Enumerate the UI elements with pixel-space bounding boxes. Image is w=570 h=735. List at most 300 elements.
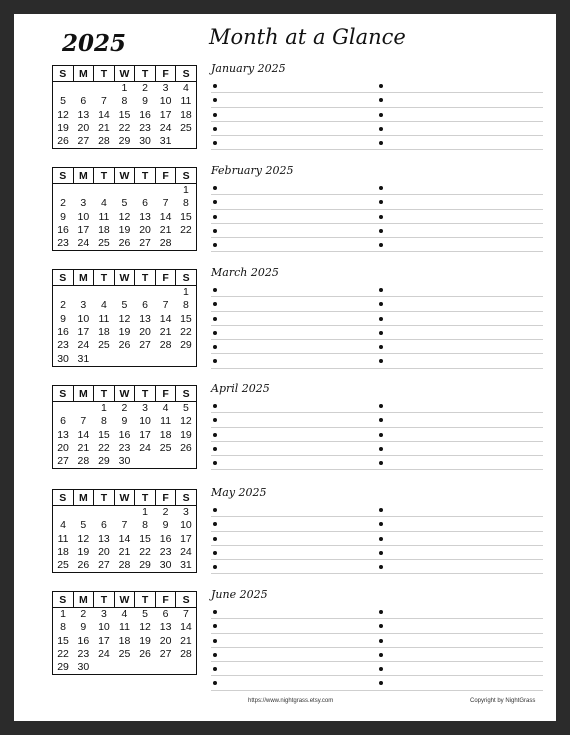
calendar-day: 18 <box>180 108 192 121</box>
calendar-day: 23 <box>57 237 69 250</box>
weekday-header: M <box>73 168 94 184</box>
calendar-day: 11 <box>180 95 192 108</box>
weekday-header: S <box>53 386 74 402</box>
bullet-icon <box>379 667 383 671</box>
calendar-day: 26 <box>118 237 131 250</box>
calendar-day: 5 <box>121 197 128 210</box>
calendar-day: 26 <box>77 559 90 572</box>
bullet-icon <box>213 418 217 422</box>
calendar-day: 6 <box>60 415 66 428</box>
bullet-icon <box>379 84 383 88</box>
calendar-day: 13 <box>139 312 151 325</box>
note-line <box>211 195 543 209</box>
calendar-week <box>53 286 197 300</box>
weekday-header: T <box>94 386 115 402</box>
calendar-week <box>53 82 197 96</box>
calendar-day: 19 <box>139 634 151 647</box>
month-title: June 2025 <box>211 588 268 601</box>
calendar-day: 12 <box>139 621 151 634</box>
calendar-day: 4 <box>100 197 107 210</box>
calendar-day: 8 <box>183 299 189 312</box>
calendar-day <box>53 402 74 416</box>
calendar-day <box>176 135 197 149</box>
weekday-header: S <box>53 168 74 184</box>
weekday-header: M <box>73 490 94 506</box>
calendar-day: 1 <box>121 82 128 95</box>
note-line <box>211 634 543 648</box>
calendar-day: 12 <box>118 210 131 223</box>
calendar-day <box>94 506 115 520</box>
bullet-icon <box>213 186 217 190</box>
calendar-day: 1 <box>183 184 189 197</box>
note-line <box>211 108 543 122</box>
bullet-icon <box>213 98 217 102</box>
weekday-header: S <box>176 270 197 286</box>
calendar-day: 6 <box>162 608 169 621</box>
calendar-week <box>53 184 197 198</box>
bullet-icon <box>379 624 383 628</box>
bullet-icon <box>379 288 383 292</box>
calendar-day: 1 <box>142 506 148 519</box>
notes-lines <box>211 181 543 252</box>
calendar-day: 30 <box>57 352 69 365</box>
calendar-day: 6 <box>142 197 148 210</box>
calendar-day: 9 <box>142 95 148 108</box>
calendar-day: 31 <box>77 352 90 365</box>
calendar-day <box>176 455 197 469</box>
calendar-day: 20 <box>98 546 110 559</box>
note-line <box>211 676 543 690</box>
calendar-day: 15 <box>57 634 69 647</box>
calendar-day: 15 <box>139 532 151 545</box>
bullet-icon <box>213 447 217 451</box>
bullet-icon <box>379 229 383 233</box>
calendar-day: 22 <box>57 648 69 661</box>
weekday-header: T <box>94 168 115 184</box>
calendar-day <box>176 237 197 251</box>
calendar-day: 27 <box>98 559 110 572</box>
bullet-icon <box>379 127 383 131</box>
calendar-day: 3 <box>100 608 107 621</box>
calendar-day: 16 <box>159 532 172 545</box>
weekday-header: T <box>94 490 115 506</box>
bullet-icon <box>213 551 217 555</box>
calendar-day <box>114 661 135 675</box>
bullet-icon <box>213 624 217 628</box>
calendar-day: 22 <box>180 224 192 237</box>
calendar-week <box>53 506 197 520</box>
calendar-day: 21 <box>77 442 90 455</box>
calendar-day: 29 <box>118 135 131 148</box>
calendar-day: 23 <box>139 122 151 135</box>
calendar-day: 16 <box>118 428 131 441</box>
calendar-day: 21 <box>118 546 131 559</box>
calendar-day: 21 <box>180 634 192 647</box>
calendar-day <box>73 184 94 198</box>
bullet-icon <box>379 433 383 437</box>
weekday-header: T <box>135 270 156 286</box>
calendar-day: 28 <box>77 455 90 468</box>
weekday-header: T <box>135 386 156 402</box>
calendar-day: 15 <box>98 428 110 441</box>
bullet-icon <box>379 610 383 614</box>
calendar-day: 10 <box>77 312 90 325</box>
weekday-header: W <box>114 592 135 608</box>
calendar-day: 27 <box>57 455 69 468</box>
calendar-day: 25 <box>159 442 172 455</box>
calendar-day: 28 <box>180 648 192 661</box>
page-title: Month at a Glance <box>209 25 406 49</box>
calendar-day <box>155 286 176 300</box>
note-line <box>211 605 543 619</box>
calendar-week <box>53 313 197 326</box>
calendar-day: 22 <box>139 546 151 559</box>
calendar-day: 4 <box>60 519 66 532</box>
calendar-day: 27 <box>77 135 90 148</box>
calendar-day: 27 <box>159 648 172 661</box>
bullet-icon <box>213 433 217 437</box>
weekday-header: T <box>135 168 156 184</box>
note-line <box>211 93 543 107</box>
calendar-day: 15 <box>180 210 192 223</box>
mini-calendar <box>52 385 197 469</box>
calendar-day: 16 <box>57 326 69 339</box>
bullet-icon <box>379 447 383 451</box>
weekday-header: S <box>176 592 197 608</box>
calendar-day: 19 <box>180 428 192 441</box>
calendar-day: 20 <box>139 326 151 339</box>
calendar-day: 18 <box>118 634 131 647</box>
calendar-day: 9 <box>162 519 169 532</box>
calendar-day: 1 <box>100 402 107 415</box>
calendar-day: 19 <box>118 326 131 339</box>
bullet-icon <box>213 229 217 233</box>
notes-lines <box>211 605 543 691</box>
month-title: May 2025 <box>211 486 267 499</box>
calendar-day: 10 <box>98 621 110 634</box>
bullet-icon <box>379 345 383 349</box>
calendar-day: 22 <box>118 122 131 135</box>
weekday-header: F <box>155 270 176 286</box>
calendar-day: 14 <box>98 108 110 121</box>
calendar-day <box>135 184 156 198</box>
month-title: January 2025 <box>211 62 286 75</box>
calendar-week <box>53 211 197 224</box>
calendar-day: 27 <box>139 237 151 250</box>
calendar-day: 18 <box>98 224 110 237</box>
calendar-day: 14 <box>180 621 192 634</box>
weekday-header: W <box>114 270 135 286</box>
calendar-day: 29 <box>98 455 110 468</box>
calendar-day: 22 <box>180 326 192 339</box>
calendar-day: 20 <box>77 122 90 135</box>
bullet-icon <box>213 653 217 657</box>
calendar-day: 14 <box>77 428 90 441</box>
calendar-day: 13 <box>77 108 90 121</box>
weekday-header: M <box>73 386 94 402</box>
calendar-day <box>135 352 156 366</box>
calendar-day: 2 <box>60 299 66 312</box>
calendar-week <box>53 533 197 546</box>
calendar-week <box>53 415 197 428</box>
note-line <box>211 181 543 195</box>
bullet-icon <box>379 200 383 204</box>
calendar-week <box>53 109 197 122</box>
calendar-day: 20 <box>159 634 172 647</box>
calendar-week <box>53 559 197 573</box>
note-line <box>211 442 543 456</box>
calendar-day <box>73 506 94 520</box>
calendar-day: 30 <box>77 661 90 674</box>
calendar-day <box>73 402 94 416</box>
bullet-icon <box>379 113 383 117</box>
calendar-day: 3 <box>162 82 169 95</box>
calendar-week <box>53 621 197 634</box>
note-line <box>211 210 543 224</box>
calendar-day: 24 <box>77 237 90 250</box>
calendar-day: 4 <box>183 82 189 95</box>
mini-calendar <box>52 591 197 675</box>
calendar-day: 9 <box>80 621 87 634</box>
calendar-day: 25 <box>118 648 131 661</box>
weekday-header: F <box>155 386 176 402</box>
calendar-day: 13 <box>57 428 69 441</box>
calendar-day: 2 <box>142 82 148 95</box>
bullet-icon <box>379 681 383 685</box>
calendar-day: 22 <box>98 442 110 455</box>
calendar-day: 8 <box>183 197 189 210</box>
calendar-week <box>53 299 197 312</box>
note-line <box>211 546 543 560</box>
calendar-day: 27 <box>139 339 151 352</box>
note-line <box>211 312 543 326</box>
calendar-day: 21 <box>159 224 172 237</box>
bullet-icon <box>379 98 383 102</box>
calendar-day: 5 <box>142 608 148 621</box>
weekday-header: W <box>114 66 135 82</box>
calendar-day: 8 <box>121 95 128 108</box>
calendar-day: 2 <box>121 402 128 415</box>
calendar-day: 7 <box>162 197 169 210</box>
calendar-day <box>135 286 156 300</box>
bullet-icon <box>213 522 217 526</box>
weekday-header: S <box>176 490 197 506</box>
bullet-icon <box>379 522 383 526</box>
calendar-day: 4 <box>162 402 169 415</box>
weekday-header: M <box>73 592 94 608</box>
calendar-day: 23 <box>77 648 90 661</box>
notes-lines <box>211 503 543 574</box>
calendar-day: 30 <box>139 135 151 148</box>
weekday-header: W <box>114 168 135 184</box>
calendar-day: 21 <box>159 326 172 339</box>
bullet-icon <box>379 243 383 247</box>
note-line <box>211 428 543 442</box>
weekday-header: T <box>135 66 156 82</box>
bullet-icon <box>379 537 383 541</box>
note-line <box>211 560 543 574</box>
weekday-header: S <box>53 66 74 82</box>
note-line <box>211 619 543 633</box>
calendar-day: 28 <box>159 339 172 352</box>
bullet-icon <box>213 639 217 643</box>
calendar-day: 17 <box>77 224 90 237</box>
note-line <box>211 136 543 150</box>
calendar-day <box>94 352 115 366</box>
calendar-day: 20 <box>57 442 69 455</box>
calendar-week <box>53 237 197 251</box>
calendar-day <box>155 455 176 469</box>
calendar-day: 9 <box>60 312 66 325</box>
bullet-icon <box>213 667 217 671</box>
calendar-day: 9 <box>121 415 128 428</box>
calendar-day: 18 <box>98 326 110 339</box>
calendar-week <box>53 661 197 675</box>
weekday-header: M <box>73 270 94 286</box>
note-line <box>211 648 543 662</box>
calendar-day: 8 <box>142 519 148 532</box>
bullet-icon <box>379 653 383 657</box>
calendar-day <box>135 661 156 675</box>
calendar-day: 24 <box>180 546 192 559</box>
calendar-day: 29 <box>139 559 151 572</box>
calendar-day: 13 <box>139 210 151 223</box>
calendar-day: 3 <box>80 197 87 210</box>
calendar-day: 6 <box>80 95 87 108</box>
calendar-day <box>73 82 94 96</box>
weekday-header: S <box>176 168 197 184</box>
bullet-icon <box>213 127 217 131</box>
calendar-day: 23 <box>118 442 131 455</box>
bullet-icon <box>379 331 383 335</box>
calendar-day: 19 <box>118 224 131 237</box>
bullet-icon <box>379 215 383 219</box>
bullet-icon <box>379 418 383 422</box>
calendar-day: 26 <box>57 135 69 148</box>
calendar-day: 16 <box>57 224 69 237</box>
bullet-icon <box>213 302 217 306</box>
calendar-day: 10 <box>180 519 192 532</box>
bullet-icon <box>213 141 217 145</box>
weekday-header: S <box>176 66 197 82</box>
calendar-day: 28 <box>98 135 110 148</box>
bullet-icon <box>379 186 383 190</box>
month-title: April 2025 <box>211 382 270 395</box>
calendar-day: 18 <box>57 546 69 559</box>
notes-lines <box>211 283 543 369</box>
weekday-header: S <box>53 490 74 506</box>
bullet-icon <box>213 610 217 614</box>
calendar-day: 17 <box>159 108 172 121</box>
bullet-icon <box>379 302 383 306</box>
weekday-header: F <box>155 66 176 82</box>
calendar-day: 7 <box>80 415 87 428</box>
calendar-day: 17 <box>139 428 151 441</box>
calendar-day <box>114 286 135 300</box>
bullet-icon <box>213 288 217 292</box>
calendar-day: 7 <box>121 519 128 532</box>
note-line <box>211 326 543 340</box>
footer-url: https://www.nightgrass.etsy.com <box>248 698 334 704</box>
calendar-week <box>53 197 197 210</box>
calendar-day <box>176 661 197 675</box>
calendar-day: 5 <box>80 519 87 532</box>
calendar-day: 13 <box>159 621 172 634</box>
notes-lines <box>211 79 543 150</box>
bullet-icon <box>213 243 217 247</box>
calendar-week <box>53 122 197 135</box>
calendar-day: 17 <box>180 532 192 545</box>
calendar-day: 28 <box>159 237 172 250</box>
calendar-day: 6 <box>142 299 148 312</box>
calendar-day: 17 <box>77 326 90 339</box>
bullet-icon <box>213 345 217 349</box>
note-line <box>211 517 543 531</box>
calendar-day: 4 <box>100 299 107 312</box>
weekday-header: F <box>155 168 176 184</box>
calendar-week <box>53 635 197 648</box>
calendar-week <box>53 442 197 455</box>
calendar-day: 26 <box>118 339 131 352</box>
calendar-day: 2 <box>162 506 169 519</box>
calendar-day: 25 <box>98 237 110 250</box>
calendar-day <box>135 455 156 469</box>
mini-calendar <box>52 65 197 149</box>
calendar-week <box>53 429 197 442</box>
calendar-day: 26 <box>139 648 151 661</box>
calendar-day: 31 <box>159 135 172 148</box>
calendar-day: 30 <box>118 455 131 468</box>
bullet-icon <box>379 639 383 643</box>
calendar-day: 14 <box>118 532 131 545</box>
calendar-day: 1 <box>60 608 66 621</box>
calendar-day: 30 <box>159 559 172 572</box>
calendar-day: 3 <box>183 506 189 519</box>
calendar-day: 7 <box>183 608 189 621</box>
weekday-header: S <box>53 592 74 608</box>
calendar-day: 12 <box>57 108 69 121</box>
calendar-day: 7 <box>100 95 107 108</box>
calendar-day <box>94 661 115 675</box>
calendar-week <box>53 95 197 108</box>
notes-lines <box>211 399 543 470</box>
calendar-day <box>53 286 74 300</box>
calendar-week <box>53 402 197 416</box>
calendar-week <box>53 339 197 352</box>
calendar-week <box>53 352 197 366</box>
calendar-day: 24 <box>77 339 90 352</box>
calendar-day: 11 <box>98 312 110 325</box>
bullet-icon <box>213 461 217 465</box>
note-line <box>211 456 543 470</box>
calendar-day <box>53 506 74 520</box>
calendar-day <box>53 184 74 198</box>
bullet-icon <box>213 113 217 117</box>
calendar-day: 15 <box>180 312 192 325</box>
calendar-day: 2 <box>80 608 87 621</box>
calendar-day: 4 <box>121 608 128 621</box>
bullet-icon <box>379 551 383 555</box>
calendar-day <box>176 352 197 366</box>
calendar-day <box>94 184 115 198</box>
calendar-week <box>53 326 197 339</box>
planner-page <box>14 14 556 721</box>
bullet-icon <box>213 508 217 512</box>
bullet-icon <box>213 565 217 569</box>
calendar-day: 19 <box>57 122 69 135</box>
calendar-day <box>114 352 135 366</box>
bullet-icon <box>379 317 383 321</box>
